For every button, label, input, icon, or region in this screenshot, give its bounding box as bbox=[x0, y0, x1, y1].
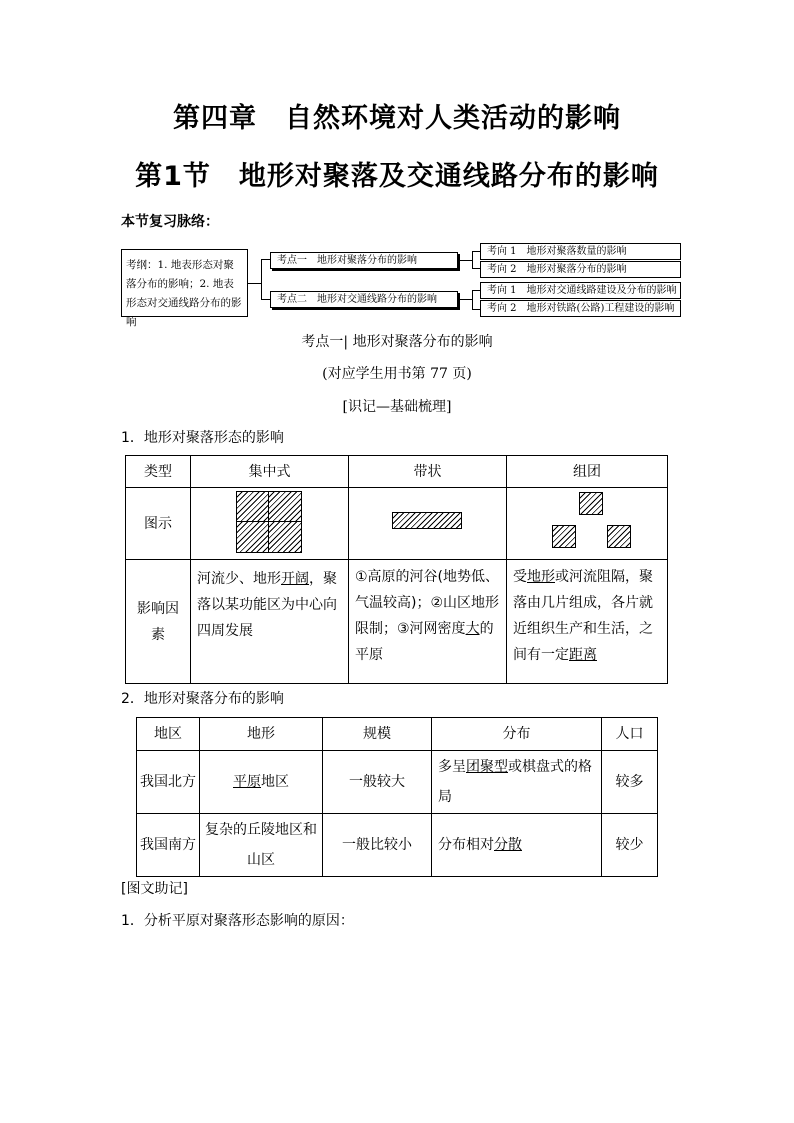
header-concentrated: 集中式 bbox=[191, 456, 349, 488]
header-terrain: 地形 bbox=[200, 718, 323, 751]
settlement-distribution-table bbox=[136, 717, 658, 877]
north-distribution: 多呈团聚型或棋盘式的格局 bbox=[432, 751, 602, 814]
row-label-factors: 影响因素 bbox=[126, 560, 191, 684]
north-population: 较多 bbox=[602, 751, 658, 814]
row-label-diagram: 图示 bbox=[126, 488, 191, 560]
north-scale: 一般较大 bbox=[323, 751, 432, 814]
direction2-box: 考向 2 地形对聚落分布的影响 bbox=[480, 261, 681, 278]
south-scale: 一般比较小 bbox=[323, 814, 432, 877]
part2-title: 2．地形对聚落分布的影响 bbox=[121, 691, 284, 707]
header-region: 地区 bbox=[137, 718, 200, 751]
south-distribution: 分布相对分散 bbox=[432, 814, 602, 877]
section-heading: 考点一| 地形对聚落分布的影响 bbox=[301, 334, 493, 350]
point2-box: 考点二 地形对交通线路分布的影响 bbox=[270, 291, 458, 308]
outline-box: 考纲：1. 地表形态对聚落分布的影响；2. 地表形态对交通线路分布的影响 bbox=[121, 249, 248, 317]
header-cluster: 组团 bbox=[507, 456, 668, 488]
textbook-reference: (对应学生用书第 77 页) bbox=[322, 366, 472, 382]
strip-diagram bbox=[349, 488, 507, 560]
header-strip: 带状 bbox=[349, 456, 507, 488]
cluster-diagram bbox=[507, 488, 668, 560]
header-type: 类型 bbox=[126, 456, 191, 488]
review-label: 本节复习脉络： bbox=[121, 214, 219, 230]
header-distribution: 分布 bbox=[432, 718, 602, 751]
header-scale: 规模 bbox=[323, 718, 432, 751]
cluster-factors: 受地形或河流阻隔，聚落由几片组成，各片就近组织生产和生活，之间有一定距离 bbox=[507, 560, 668, 684]
chapter-title: 第四章 自然环境对人类活动的影响 bbox=[173, 103, 621, 134]
direction1-box: 考向 1 地形对聚落数量的影响 bbox=[480, 243, 681, 260]
question-1: 1．分析平原对聚落形态影响的原因： bbox=[121, 913, 354, 929]
north-region: 我国北方 bbox=[137, 751, 200, 814]
north-terrain: 平原地区 bbox=[200, 751, 323, 814]
concentrated-factors: 河流少、地形开阔，聚落以某功能区为中心向四周发展 bbox=[191, 560, 349, 684]
strip-factors: ①高原的河谷(地势低、气温较高)；②山区地形限制；③河网密度大的平原 bbox=[349, 560, 507, 684]
concentrated-diagram bbox=[191, 488, 349, 560]
direction4-box: 考向 2 地形对铁路(公路)工程建设的影响 bbox=[480, 300, 681, 317]
notes-label: [图文助记] bbox=[121, 881, 188, 897]
part1-title: 1．地形对聚落形态的影响 bbox=[121, 430, 284, 446]
south-region: 我国南方 bbox=[137, 814, 200, 877]
south-population: 较少 bbox=[602, 814, 658, 877]
south-terrain: 复杂的丘陵地区和山区 bbox=[200, 814, 323, 877]
header-population: 人口 bbox=[602, 718, 658, 751]
settlement-form-table bbox=[125, 455, 668, 684]
subsection-heading: [识记—基础梳理] bbox=[342, 399, 452, 415]
direction3-box: 考向 1 地形对交通线路建设及分布的影响 bbox=[480, 282, 681, 299]
point1-box: 考点一 地形对聚落分布的影响 bbox=[270, 252, 458, 269]
section-title: 第1节 地形对聚落及交通线路分布的影响 bbox=[135, 161, 659, 192]
